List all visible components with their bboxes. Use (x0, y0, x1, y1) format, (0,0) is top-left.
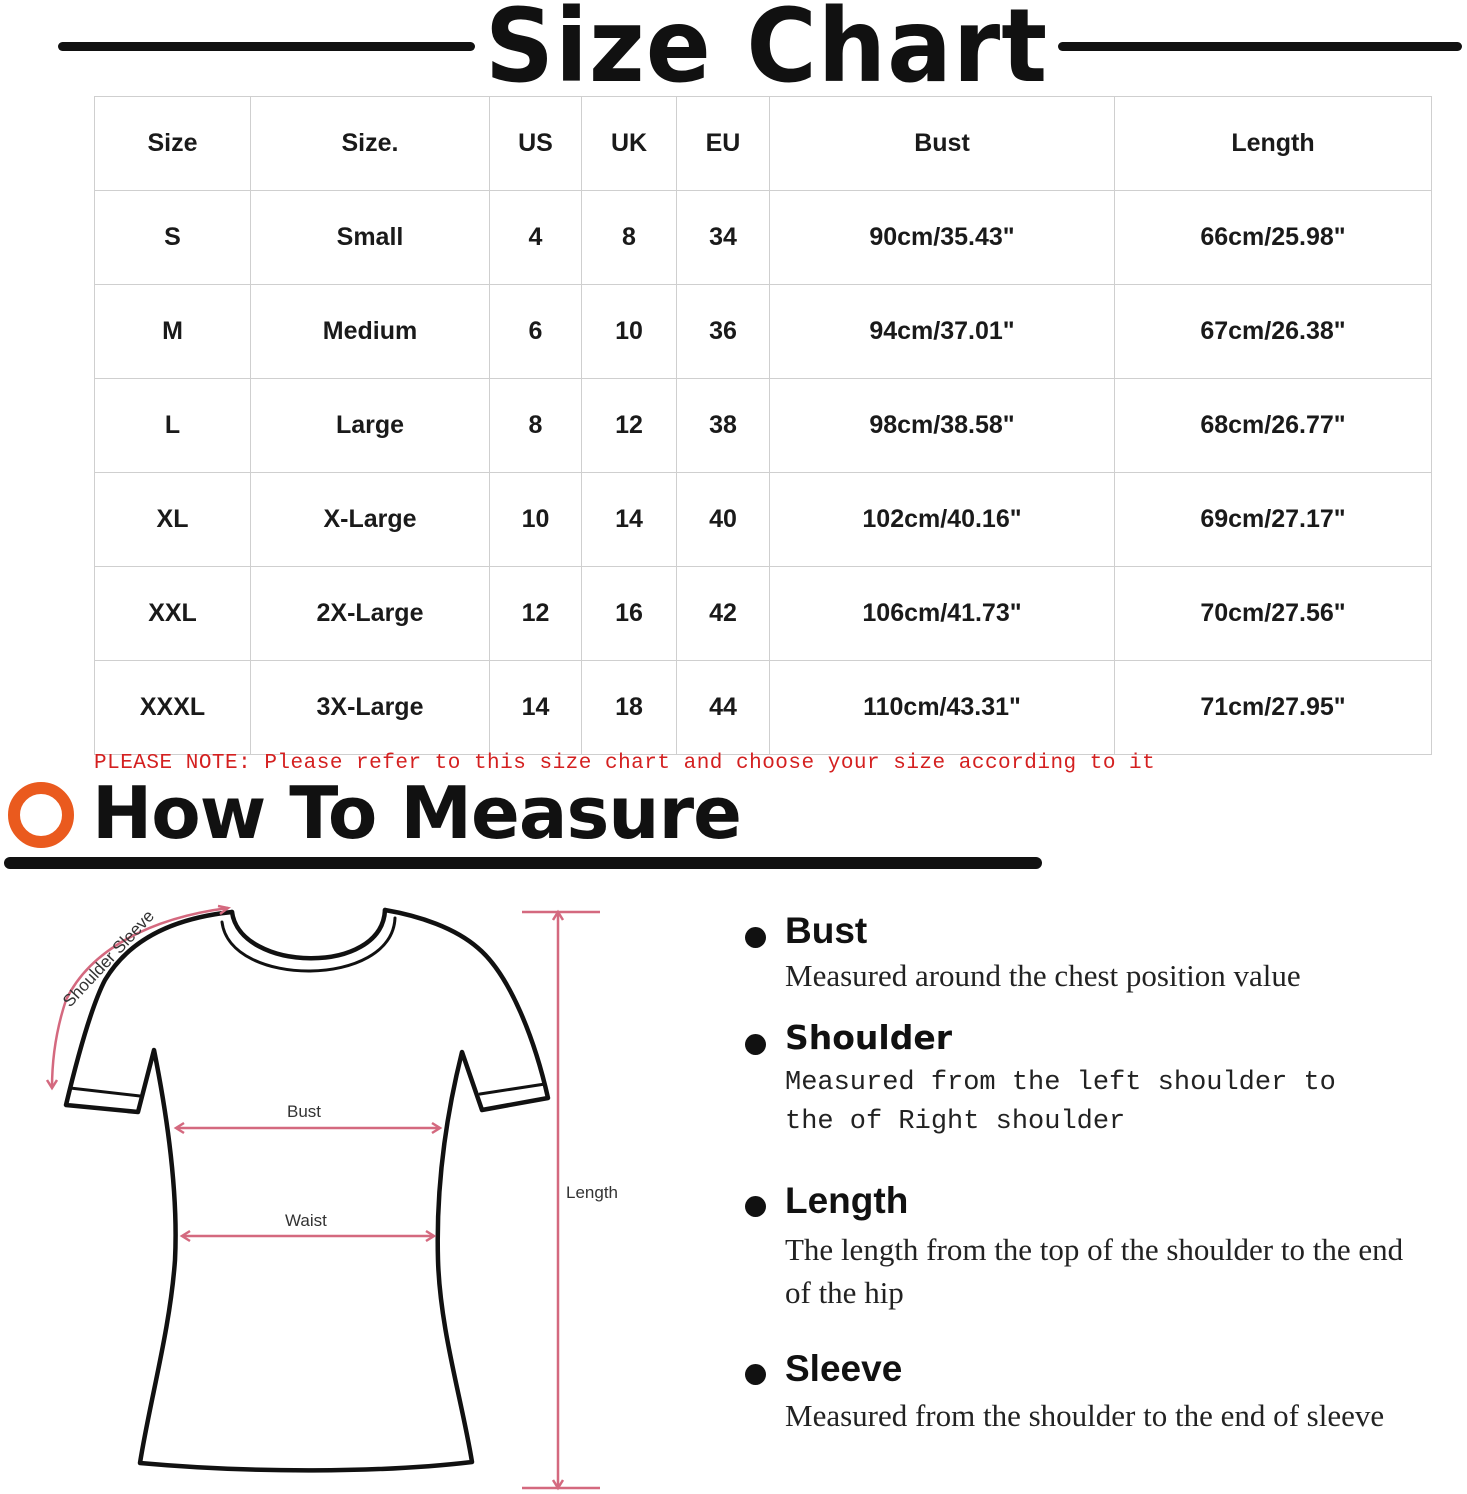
right-sleeve-cuff (480, 1084, 545, 1094)
measure-item-desc: Measured from the left shoulder to the of Right shoulder (785, 1068, 1336, 1137)
title-rule-left (58, 42, 475, 51)
header-size: Size (95, 97, 251, 191)
table-row (95, 473, 1432, 567)
ring-icon (8, 782, 74, 848)
cell-uk: 10 (582, 285, 677, 379)
cell-eu: 40 (677, 473, 770, 567)
cell-uk: 16 (582, 567, 677, 661)
measure-item-desc: Measured around the chest position value (785, 958, 1301, 993)
cell-bust: 98cm/38.58" (770, 379, 1115, 473)
size-table (94, 96, 1432, 755)
measure-rule (4, 857, 1042, 869)
measure-item-heading: Sleeve (785, 1348, 903, 1389)
header-uk: UK (582, 97, 677, 191)
cell-length: 71cm/27.95" (1115, 661, 1432, 755)
cell-size: M (95, 285, 251, 379)
cell-length: 68cm/26.77" (1115, 379, 1432, 473)
table-header-row (95, 97, 1432, 191)
size-note: PLEASE NOTE: Please refer to this size chart and choose your size according to it (94, 752, 1156, 775)
cell-us: 6 (490, 285, 582, 379)
tshirt-diagram (0, 880, 660, 1494)
cell-length: 69cm/27.17" (1115, 473, 1432, 567)
bullet-icon (745, 1196, 766, 1217)
measure-item-sleeve (745, 1348, 1445, 1492)
bust-label: Bust (287, 1102, 322, 1121)
measure-item-desc: The length from the top of the shoulder to the end of the hip (785, 1232, 1404, 1310)
length-label: Length (566, 1183, 618, 1202)
table-row (95, 285, 1432, 379)
cell-eu: 44 (677, 661, 770, 755)
cell-eu: 42 (677, 567, 770, 661)
cell-us: 4 (490, 191, 582, 285)
table-row (95, 567, 1432, 661)
measure-item-desc: Measured from the shoulder to the end of sleeve (785, 1398, 1385, 1433)
cell-size-name: Small (251, 191, 490, 285)
cell-length: 70cm/27.56" (1115, 567, 1432, 661)
header-length: Length (1115, 97, 1432, 191)
cell-size: XXL (95, 567, 251, 661)
bullet-icon (745, 1364, 766, 1385)
measure-item-shoulder (745, 1020, 1445, 1150)
measure-item-length (745, 1180, 1445, 1324)
cell-eu: 34 (677, 191, 770, 285)
cell-eu: 36 (677, 285, 770, 379)
cell-size: XXXL (95, 661, 251, 755)
cell-us: 12 (490, 567, 582, 661)
page-title: Size Chart (484, 0, 1049, 106)
measure-item-heading: Shoulder (785, 1018, 953, 1057)
title-rule-right (1058, 42, 1462, 51)
table-row (95, 661, 1432, 755)
cell-size: L (95, 379, 251, 473)
cell-length: 67cm/26.38" (1115, 285, 1432, 379)
cell-size-name: 3X-Large (251, 661, 490, 755)
cell-bust: 102cm/40.16" (770, 473, 1115, 567)
cell-size: S (95, 191, 251, 285)
cell-us: 14 (490, 661, 582, 755)
header-bust: Bust (770, 97, 1115, 191)
table-row (95, 379, 1432, 473)
bullet-icon (745, 1034, 766, 1055)
cell-size-name: Large (251, 379, 490, 473)
header-size-name: Size. (251, 97, 490, 191)
cell-bust: 94cm/37.01" (770, 285, 1115, 379)
cell-us: 10 (490, 473, 582, 567)
cell-us: 8 (490, 379, 582, 473)
cell-size-name: Medium (251, 285, 490, 379)
tshirt-outline (66, 910, 548, 1470)
cell-eu: 38 (677, 379, 770, 473)
measure-item-heading: Bust (785, 910, 868, 951)
cell-bust: 106cm/41.73" (770, 567, 1115, 661)
cell-uk: 12 (582, 379, 677, 473)
cell-size: XL (95, 473, 251, 567)
cell-uk: 14 (582, 473, 677, 567)
waist-label: Waist (285, 1211, 327, 1230)
bullet-icon (745, 927, 766, 948)
cell-size-name: 2X-Large (251, 567, 490, 661)
header-eu: EU (677, 97, 770, 191)
cell-bust: 110cm/43.31" (770, 661, 1115, 755)
measure-title: How To Measure (92, 771, 741, 855)
cell-size-name: X-Large (251, 473, 490, 567)
shoulder-sleeve-label: Shoulder Sleeve (59, 906, 159, 1011)
measure-item-heading: Length (785, 1180, 909, 1221)
collar-outer (232, 910, 385, 958)
cell-length: 66cm/25.98" (1115, 191, 1432, 285)
header-us: US (490, 97, 582, 191)
measure-item-bust (745, 912, 1445, 1002)
cell-bust: 90cm/35.43" (770, 191, 1115, 285)
left-sleeve-cuff (70, 1088, 140, 1096)
cell-uk: 18 (582, 661, 677, 755)
collar-inner (222, 918, 395, 971)
table-row (95, 191, 1432, 285)
cell-uk: 8 (582, 191, 677, 285)
